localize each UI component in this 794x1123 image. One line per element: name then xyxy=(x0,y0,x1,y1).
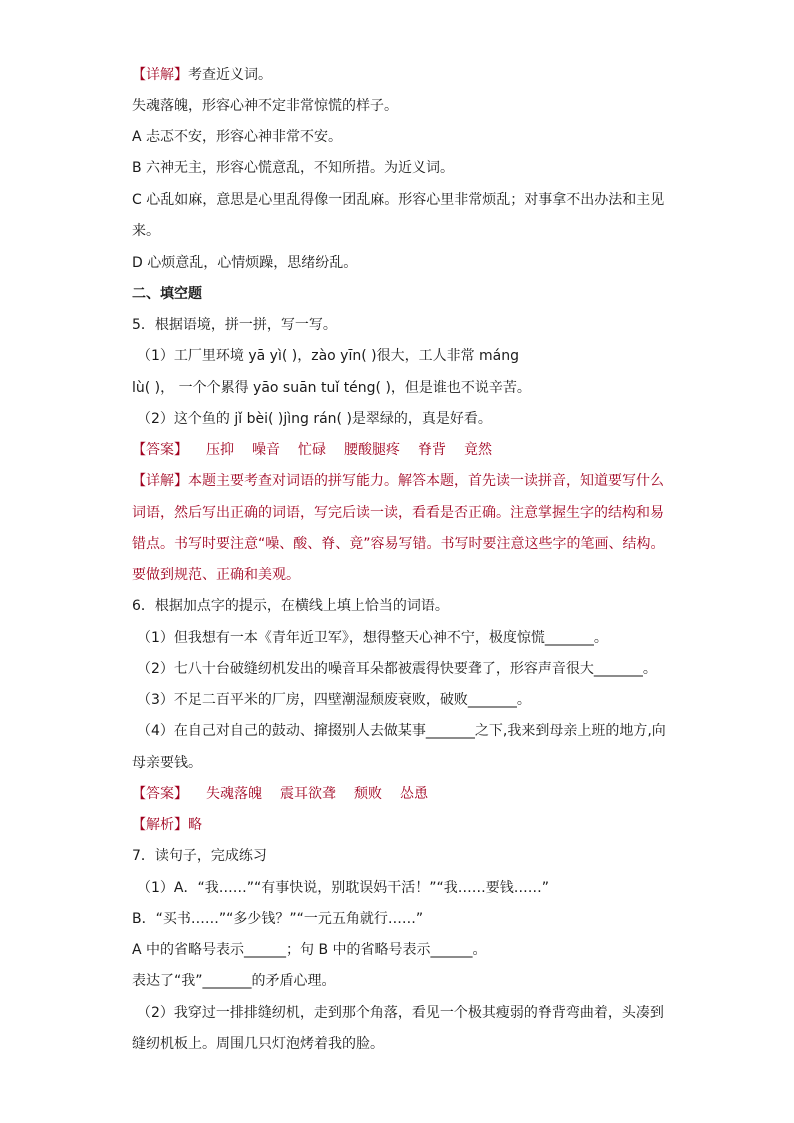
explain-tag: 【详解】 xyxy=(132,67,188,83)
q7-part1: （1）A．“我……”“有事快说，别耽误妈干活！”“我……要钱……” xyxy=(137,880,550,896)
q6-part1: （1）但我想有一本《青年近卫军》，想得整天心神不宁，极度惊慌_______。 xyxy=(137,630,608,646)
section-title: 二、填空题 xyxy=(132,286,202,302)
q6-stem: 6．根据加点字的提示，在横线上填上恰当的词语。 xyxy=(132,598,449,614)
q7-part1-b: B．“买书……”“多少钱？”“一元五角就行……” xyxy=(132,911,424,927)
q7-part2: （2）我穿过一排排缝纫机，走到那个角落，看见一个极其瘦弱的脊背弯曲着，头凑到 xyxy=(137,1005,664,1021)
q7-stem: 7．读句子，完成练习 xyxy=(132,848,267,864)
q5-explain-l4: 要做到规范、正确和美观。 xyxy=(132,567,300,583)
q6-explain-line xyxy=(132,815,202,835)
q6-part4: （4）在自己对自己的鼓动、撺掇别人去做某事_______之下,我来到母亲上班的地方,向 xyxy=(137,723,666,739)
answer-word: 怂恿 xyxy=(400,786,428,802)
q6-answer-line xyxy=(132,784,428,804)
q5-explain-l3: 错点。书写时要注意“噪、酸、脊、竟”容易写错。书写时要注意这些字的笔画、结构。 xyxy=(132,536,665,552)
answer-word: 颓败 xyxy=(354,786,382,802)
q4-explain-line xyxy=(132,65,272,85)
q5-stem: 5．根据语境，拼一拼，写一写。 xyxy=(132,317,337,333)
answer-word: 震耳欲聋 xyxy=(280,786,336,802)
explain-text: 考查近义词。 xyxy=(188,67,272,83)
answer-word: 噪音 xyxy=(252,442,280,458)
q4-option-c-cont: 来。 xyxy=(132,223,160,239)
explain-text: 略 xyxy=(188,817,202,833)
answer-tag: 【答案】 xyxy=(132,442,188,458)
answer-word: 腰酸腿疼 xyxy=(344,442,400,458)
q5-explain-line xyxy=(132,471,664,491)
answer-word: 竟然 xyxy=(464,442,492,458)
q6-part2: （2）七八十台破缝纫机发出的噪音耳朵都被震得快要聋了，形容声音很大_______。 xyxy=(137,661,657,677)
explain-tag: 【解析】 xyxy=(132,817,188,833)
q5-part2: （2）这个鱼的 jǐ bèi( )jìng rán( )是翠绿的，真是好看。 xyxy=(137,411,492,427)
q6-part4-cont: 母亲要钱。 xyxy=(132,755,202,771)
q5-explain-l2: 词语，然后写出正确的词语，写完后读一读，看看是否正确。注意掌握生字的结构和易 xyxy=(132,505,664,521)
answer-word: 忙碌 xyxy=(298,442,326,458)
q4-explain-l1: 失魂落魄，形容心神不定非常惊慌的样子。 xyxy=(132,98,398,114)
answer-word: 压抑 xyxy=(206,442,234,458)
q4-option-b: B 六神无主，形容心慌意乱，不知所措。为近义词。 xyxy=(132,160,455,176)
explain-tag: 【详解】 xyxy=(132,473,188,489)
explain-text: 本题主要考查对词语的拼写能力。解答本题，首先读一读拼音，知道要写什么 xyxy=(188,473,664,489)
answer-tag: 【答案】 xyxy=(132,786,188,802)
q4-option-c: C 心乱如麻，意思是心里乱得像一团乱麻。形容心里非常烦乱；对事拿不出办法和主见 xyxy=(132,192,665,208)
answer-word: 脊背 xyxy=(418,442,446,458)
q7-part2-cont: 缝纫机板上。周围几只灯泡烤着我的脸。 xyxy=(132,1036,384,1052)
q6-part3: （3）不足二百平米的厂房，四壁潮湿颓废衰败，破败_______。 xyxy=(137,692,531,708)
answer-word: 失魂落魄 xyxy=(206,786,262,802)
q4-option-d: D 心烦意乱，心情烦躁，思绪纷乱。 xyxy=(132,255,358,271)
q5-part1: （1）工厂里环境 yā yì( )，zào yīn( )很大，工人非常 máng xyxy=(137,348,520,364)
q5-answer-line xyxy=(132,440,492,460)
q4-option-a: A 忐忑不安，形容心神非常不安。 xyxy=(132,129,343,145)
q7-part1-question: A 中的省略号表示______；句 B 中的省略号表示______。 xyxy=(132,942,487,958)
q5-part1-cont: lù( )， 一个个累得 yāo suān tuǐ téng( )，但是谁也不说辛苦。 xyxy=(132,380,531,396)
q7-part1-question-cont: 表达了“我”_______的矛盾心理。 xyxy=(132,973,336,989)
